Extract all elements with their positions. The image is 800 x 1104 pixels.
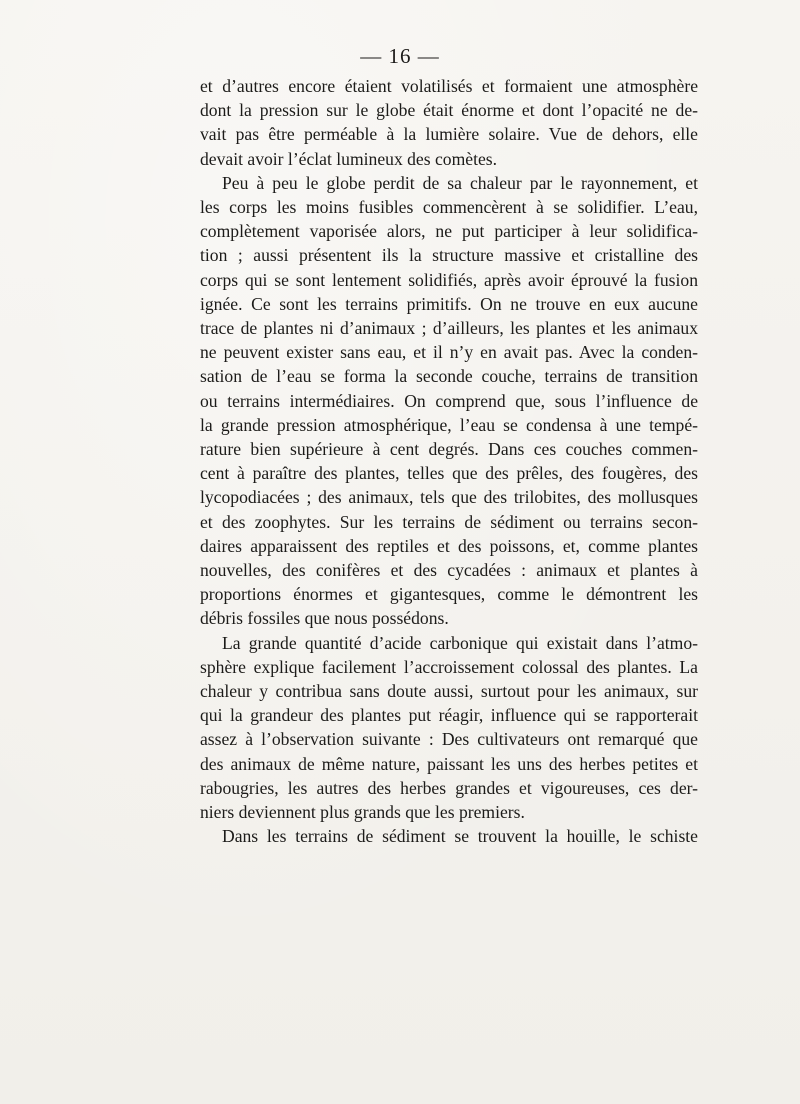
paragraph-3	[200, 631, 698, 825]
text-line: devait avoir l’éclat lumineux des comètes.	[200, 148, 498, 169]
text-line: Dans les terrains de sédiment se trouvent la houille, le schiste	[222, 826, 698, 847]
text-line: tion ; aussi présentent ils la structure massive et cristalline des	[200, 245, 698, 266]
text-line: rature bien supérieure à cent degrés. Dans ces couches commen-	[200, 439, 698, 460]
text-line: assez à l’observation suivante : Des cultivateurs ont remarqué que	[200, 729, 698, 750]
paragraph-2	[200, 171, 698, 631]
text-line: et d’autres encore étaient volatilisés et formaient une atmosphère	[200, 76, 698, 96]
text-line: daires apparaissent des reptiles et des poissons, et, comme plantes	[200, 535, 698, 556]
text-line: ou terrains intermédiaires. On comprend que, sous l’influence de	[200, 390, 698, 411]
text-line: corps qui se sont lentement solidifiés, après avoir éprouvé la fusion	[200, 269, 698, 290]
text-line: chaleur y contribua sans doute aussi, surtout pour les animaux, sur	[200, 681, 698, 702]
text-line: lycopodiacées ; des animaux, tels que des trilobites, des mollusques	[200, 487, 698, 508]
text-line: qui la grandeur des plantes put réagir, influence qui se rapporterait	[200, 705, 698, 726]
text-line: et des zoophytes. Sur les terrains de sédiment ou terrains secon-	[200, 511, 698, 532]
text-line: trace de plantes ni d’animaux ; d’ailleurs, les plantes et les animaux	[200, 318, 698, 339]
text-line: des animaux de même nature, paissant les uns des herbes petites et	[200, 753, 698, 774]
text-line: vait pas être perméable à la lumière solaire. Vue de dehors, elle	[200, 124, 698, 145]
text-line: sphère explique facilement l’accroissement colossal des plantes. La	[200, 656, 698, 677]
text-line: les corps les moins fusibles commencèrent à se solidifier. L’eau,	[200, 197, 698, 218]
text-line: nouvelles, des conifères et des cycadées : animaux et plantes à	[200, 560, 698, 581]
text-line: ignée. Ce sont les terrains primitifs. On ne trouve en eux aucune	[200, 293, 698, 314]
text-line: proportions énormes et gigantesques, comme le démontrent les	[200, 584, 698, 605]
text-line: La grande quantité d’acide carbonique qui existait dans l’atmo-	[222, 632, 698, 653]
text-line: ne peuvent exister sans eau, et il n’y en avait pas. Avec la conden-	[200, 342, 698, 363]
text-line: Peu à peu le globe perdit de sa chaleur par le rayonnement, et	[222, 172, 698, 193]
page-number: — 16 —	[360, 44, 440, 68]
text-line: rabougries, les autres des herbes grandes et vigoureuses, ces der-	[200, 777, 698, 798]
text-line: sation de l’eau se forma la seconde couche, terrains de transition	[200, 366, 698, 387]
paragraph-4	[200, 824, 698, 848]
text-line: complètement vaporisée alors, ne put participer à leur solidifica-	[200, 221, 698, 242]
text-line: dont la pression sur le globe était énorme et dont l’opacité ne de-	[200, 100, 698, 121]
text-line: cent à paraître des plantes, telles que des prêles, des fougères, des	[200, 463, 698, 484]
paragraph-1	[200, 74, 698, 171]
text-line: niers deviennent plus grands que les premiers.	[200, 802, 525, 823]
body-text	[200, 74, 698, 849]
text-line: la grande pression atmosphérique, l’eau se condensa à une tempé-	[200, 414, 698, 435]
text-line: débris fossiles que nous possédons.	[200, 608, 449, 629]
